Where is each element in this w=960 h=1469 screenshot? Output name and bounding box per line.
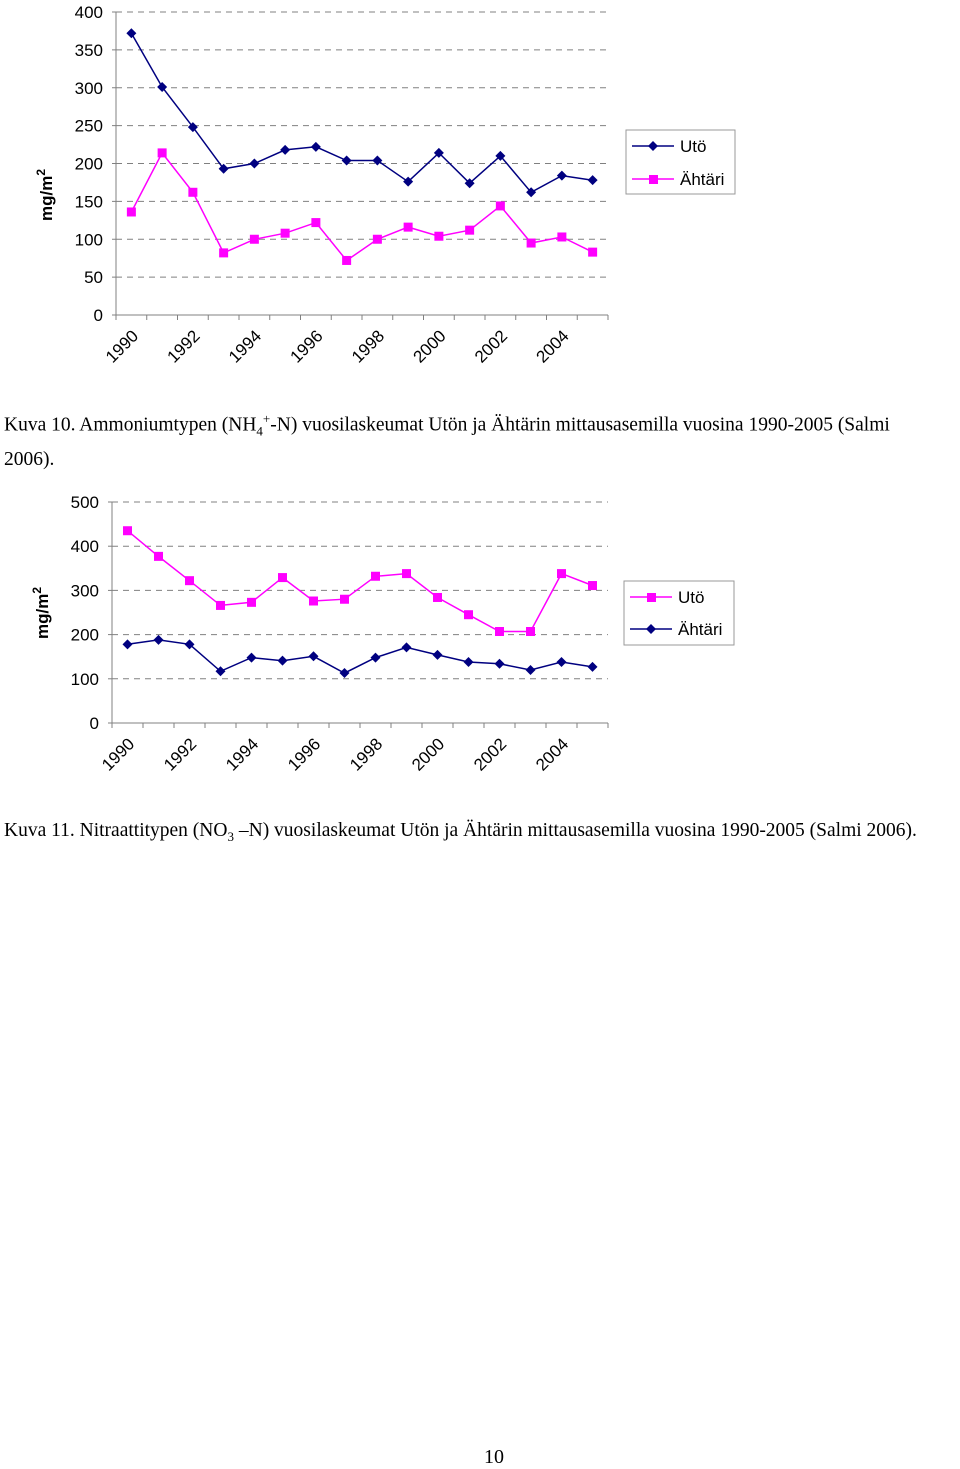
y-tick-label: 150: [74, 192, 103, 212]
data-point: [281, 229, 290, 238]
data-point: [402, 642, 412, 652]
data-point: [496, 201, 505, 210]
figure-11-caption: Kuva 11. Nitraattitypen ($NO_3$ –N) vuosilaskeumat Utön ja Ähtärin mittausasemilla vuosina 1990-2005 (Salmi 2006).: [4, 820, 917, 844]
ammonium-chart: [0, 0, 960, 390]
data-point: [188, 188, 197, 197]
y-tick-label: 100: [74, 230, 103, 250]
data-point: [219, 248, 228, 257]
data-point: [373, 235, 382, 244]
data-point: [495, 627, 504, 636]
legend: [624, 581, 734, 645]
y-tick-label: 100: [70, 669, 99, 689]
data-point: [557, 232, 566, 241]
y-axis-label: $mg/m^2$: [30, 586, 52, 640]
series-line-0: [131, 33, 592, 192]
data-point: [250, 235, 259, 244]
x-tick-label: 1994: [225, 326, 266, 367]
y-tick-label: 400: [74, 3, 103, 22]
data-point: [527, 239, 536, 248]
y-tick-label: 0: [89, 714, 99, 733]
x-tick-label: 1998: [348, 326, 389, 367]
legend-label-uto: Utö: [678, 588, 705, 607]
data-point: [342, 256, 351, 265]
data-point: [309, 597, 318, 606]
data-point: [280, 145, 290, 155]
legend-label-ahtari: Ähtäri: [678, 620, 723, 639]
data-point: [526, 665, 536, 675]
y-tick-label: 250: [74, 116, 103, 136]
data-point: [247, 598, 256, 607]
data-point: [433, 593, 442, 602]
data-point: [154, 635, 164, 645]
x-tick-label: 2004: [532, 326, 573, 367]
data-point: [311, 218, 320, 227]
x-tick-label: 2002: [470, 734, 511, 775]
x-tick-label: 2000: [408, 734, 449, 775]
y-axis-label: $mg/m^2$: [34, 168, 56, 222]
data-point: [340, 668, 350, 678]
data-point: [557, 569, 566, 578]
data-point: [278, 573, 287, 582]
data-point: [126, 28, 136, 38]
legend: [626, 130, 735, 194]
legend-label-uto: Utö: [680, 137, 707, 156]
nitrate-chart: [0, 480, 960, 790]
data-point: [158, 148, 167, 157]
y-tick-label: 0: [93, 306, 103, 325]
legend-label-ahtari: Ähtäri: [680, 170, 725, 189]
data-point: [371, 572, 380, 581]
x-tick-label: 1994: [222, 734, 263, 775]
data-point: [402, 569, 411, 578]
data-point: [123, 639, 133, 649]
y-tick-label: 300: [74, 78, 103, 98]
x-tick-label: 2000: [409, 326, 450, 367]
data-point: [433, 650, 443, 660]
y-tick-label: 200: [70, 625, 99, 645]
data-point: [371, 653, 381, 663]
data-point: [588, 581, 597, 590]
x-tick-label: 1996: [286, 326, 327, 367]
data-point: [340, 595, 349, 604]
data-point: [154, 552, 163, 561]
y-tick-label: 300: [70, 581, 99, 601]
y-tick-label: 350: [74, 40, 103, 60]
data-point: [464, 610, 473, 619]
data-point: [588, 662, 598, 672]
y-tick-label: 50: [84, 268, 103, 288]
series-line-1: [128, 640, 593, 673]
data-point: [247, 653, 257, 663]
y-tick-label: 500: [70, 493, 99, 512]
data-point: [434, 232, 443, 241]
data-point: [526, 627, 535, 636]
legend-marker-ahtari: [649, 175, 658, 184]
data-point: [557, 171, 567, 181]
data-point: [216, 601, 225, 610]
legend-marker-uto: [647, 593, 656, 602]
figure-10-caption: Kuva 10. Ammoniumtypen $(NH_4^+-N)$ vuosilaskeumat Utön ja Ähtärin mittausasemilla vuosina 1990-2005 (Salmi 2006).: [4, 411, 890, 471]
data-point: [557, 657, 567, 667]
data-point: [404, 223, 413, 232]
y-tick-label: 200: [74, 154, 103, 174]
data-point: [249, 159, 259, 169]
x-tick-label: 2004: [532, 734, 573, 775]
page-number: 10: [484, 1446, 504, 1468]
data-point: [309, 651, 319, 661]
data-point: [123, 526, 132, 535]
x-tick-label: 1990: [102, 326, 143, 367]
x-tick-label: 1992: [160, 734, 201, 775]
data-point: [588, 248, 597, 257]
data-point: [185, 576, 194, 585]
x-tick-label: 1990: [98, 734, 139, 775]
data-point: [278, 656, 288, 666]
x-tick-label: 2002: [471, 326, 512, 367]
data-point: [127, 207, 136, 216]
data-point: [465, 226, 474, 235]
data-point: [311, 142, 321, 152]
series-line-1: [131, 153, 592, 261]
y-tick-label: 400: [70, 537, 99, 557]
x-tick-label: 1998: [346, 734, 387, 775]
data-point: [588, 175, 598, 185]
x-tick-label: 1996: [284, 734, 325, 775]
x-tick-label: 1992: [163, 326, 204, 367]
data-point: [495, 659, 505, 669]
data-point: [464, 657, 474, 667]
